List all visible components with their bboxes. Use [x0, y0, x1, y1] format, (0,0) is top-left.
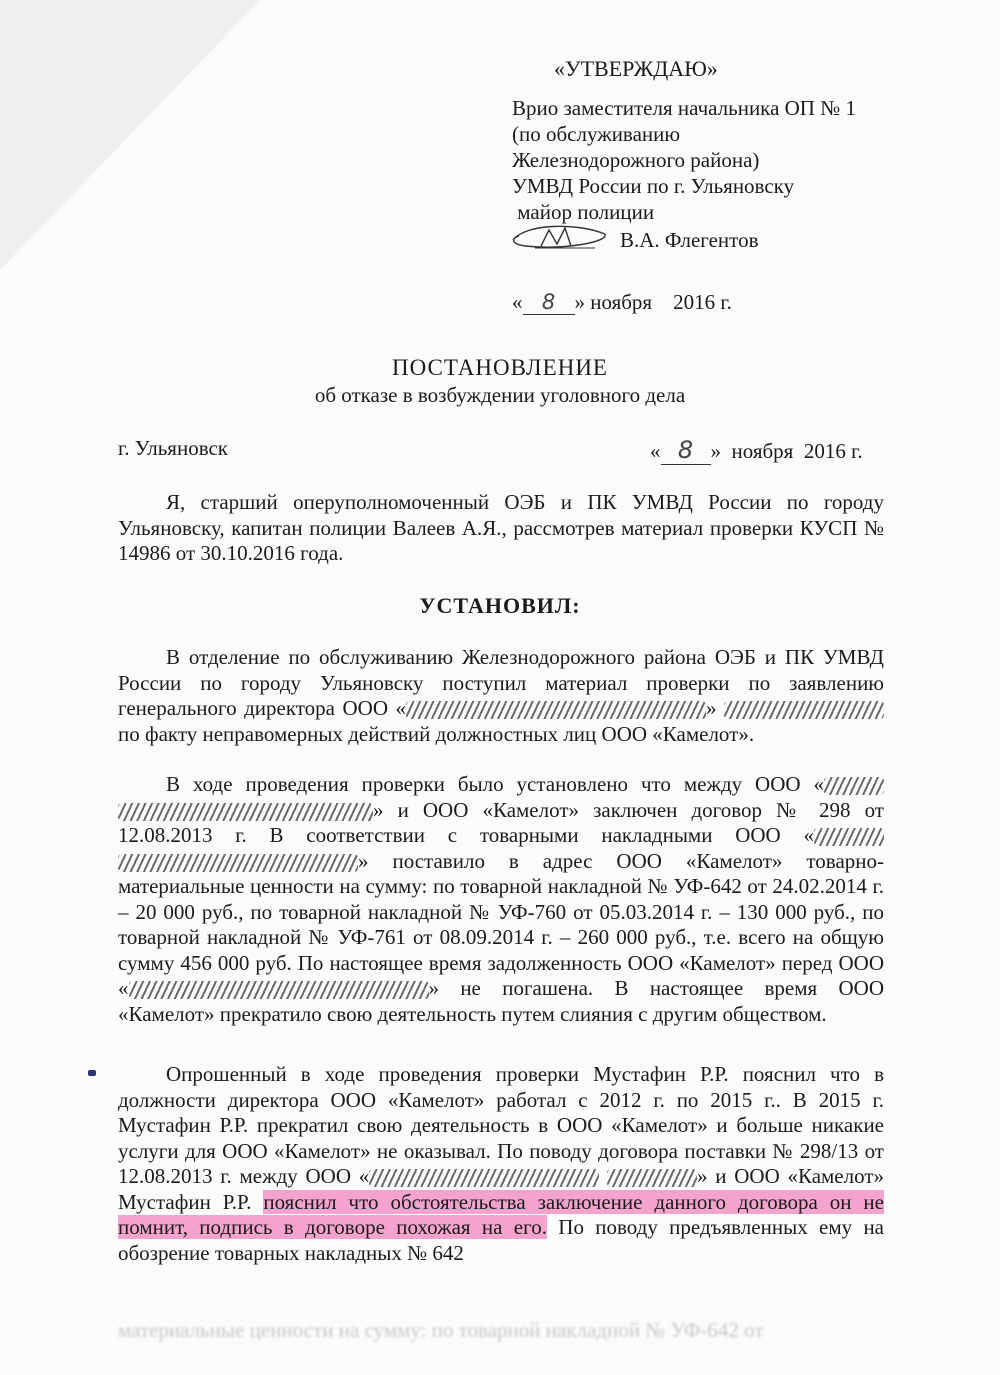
redacted-block	[607, 1169, 697, 1187]
paragraph-text: по факту неправомерных действий должностных лиц ООО «Камелот».	[118, 721, 755, 746]
paragraph-text: » поставило в адрес ООО «Камелот» товарно-материальные ценности на сумму: по товарной накладной № УФ-642 от 24.02.2014 г. – 20 000 руб., по товарной накладной № УФ-760 от 05.03.2014 г. – 130 000 руб., по товарной накладной № УФ-761 от 08.09.2014 г. – 260 000 руб., т.е. всего на общую сумму 456 000 руб. По настоящее время задолженность ООО «Камелот» перед ООО «	[118, 848, 884, 1000]
highlighted-text: пояснил что обстоятельства заключение данного договора он не помнит, подпись в договоре похожая на его.	[118, 1189, 884, 1239]
intro-paragraph	[118, 490, 884, 567]
redacted-block	[369, 1169, 599, 1187]
signer-name: В.А. Флегентов	[620, 228, 759, 252]
approval-date	[512, 290, 732, 315]
date-day: 8	[523, 290, 575, 315]
document-date	[650, 436, 863, 465]
folded-corner	[0, 0, 260, 270]
approval-title: «УТВЕРЖДАЮ»	[554, 56, 718, 81]
paragraph-text: В ходе проведения проверки было установлено что между ООО «	[166, 772, 824, 796]
intro-text: Я, старший оперуполномоченный ОЭБ и ПК УМВД России по городу Ульяновску, капитан полиции Валеев А.Я., рассмотрев материал проверки КУСП № 14986 от 30.10.2016 года.	[118, 490, 884, 565]
redacted-block	[814, 828, 884, 846]
approval-line: Врио заместителя начальника ОП № 1	[512, 96, 857, 120]
approval-line: майор полиции	[512, 200, 655, 224]
paragraph-text: В отделение по обслуживанию Железнодорожного района ОЭБ и ПК УМВД России по городу Ульяновску поступил материал проверки по заявлению генерального директора ООО «	[118, 645, 884, 720]
bleed-through-text: материальные ценности на сумму: по товарной накладной № УФ-642 от	[118, 1318, 764, 1342]
paragraph-3	[118, 1062, 884, 1266]
paragraph-2	[118, 772, 884, 1027]
paragraph-text: Опрошенный в ходе проведения проверки Мустафин Р.Р. пояснил что в должности директора ООО «Камелот» работал с 2012 г. по 2015 г.. В 2015 г. Мустафин Р.Р. прекратил свою деятельность в ООО «Камелот» и больше никакие услуги для ООО «Камелот» не оказывал. По поводу договора поставки № 298/13 от 12.08.2013 г. между ООО «	[118, 1062, 884, 1188]
approval-line: (по обслуживанию	[512, 122, 681, 146]
redacted-block	[118, 803, 373, 821]
redacted-block	[129, 981, 429, 999]
date-open-quote: «	[650, 439, 661, 463]
redacted-block	[824, 777, 884, 795]
paragraph-text: » не погашена. В настоящее время ООО «Камелот» прекратило свою деятельность путем слияния с другим обществом.	[118, 976, 884, 1026]
redacted-block	[118, 854, 358, 872]
date-open-quote: «	[512, 290, 523, 314]
redacted-block	[724, 701, 884, 719]
paragraph-text: » и ООО «Камелот» Мустафин Р.Р.	[118, 1164, 885, 1214]
date-rest: » ноября 2016 г.	[710, 439, 863, 463]
paragraph-1	[118, 645, 884, 747]
document-title: ПОСТАНОВЛЕНИЕ	[392, 355, 608, 380]
ink-mark	[88, 1070, 96, 1076]
approval-line: Железнодорожного района)	[512, 148, 760, 172]
date-day: 8	[661, 436, 711, 465]
paragraph-text: »	[706, 696, 717, 720]
handwritten-signature	[505, 216, 615, 256]
paragraph-text: По поводу предъявленных ему на обозрение товарных накладных № 642	[118, 1215, 885, 1265]
approval-line: УМВД России по г. Ульяновску	[512, 174, 795, 198]
section-heading: УСТАНОВИЛ:	[419, 593, 581, 618]
date-rest: » ноября 2016 г.	[574, 290, 732, 314]
redacted-block	[406, 701, 706, 719]
paragraph-text: » и ООО «Камелот» заключен договор № 298 от 12.08.2013 г. В соответствии с товарными накладными ООО «	[118, 797, 884, 847]
document-subtitle: об отказе в возбуждении уголовного дела	[314, 383, 686, 407]
document-city: г. Ульяновск	[118, 436, 229, 460]
